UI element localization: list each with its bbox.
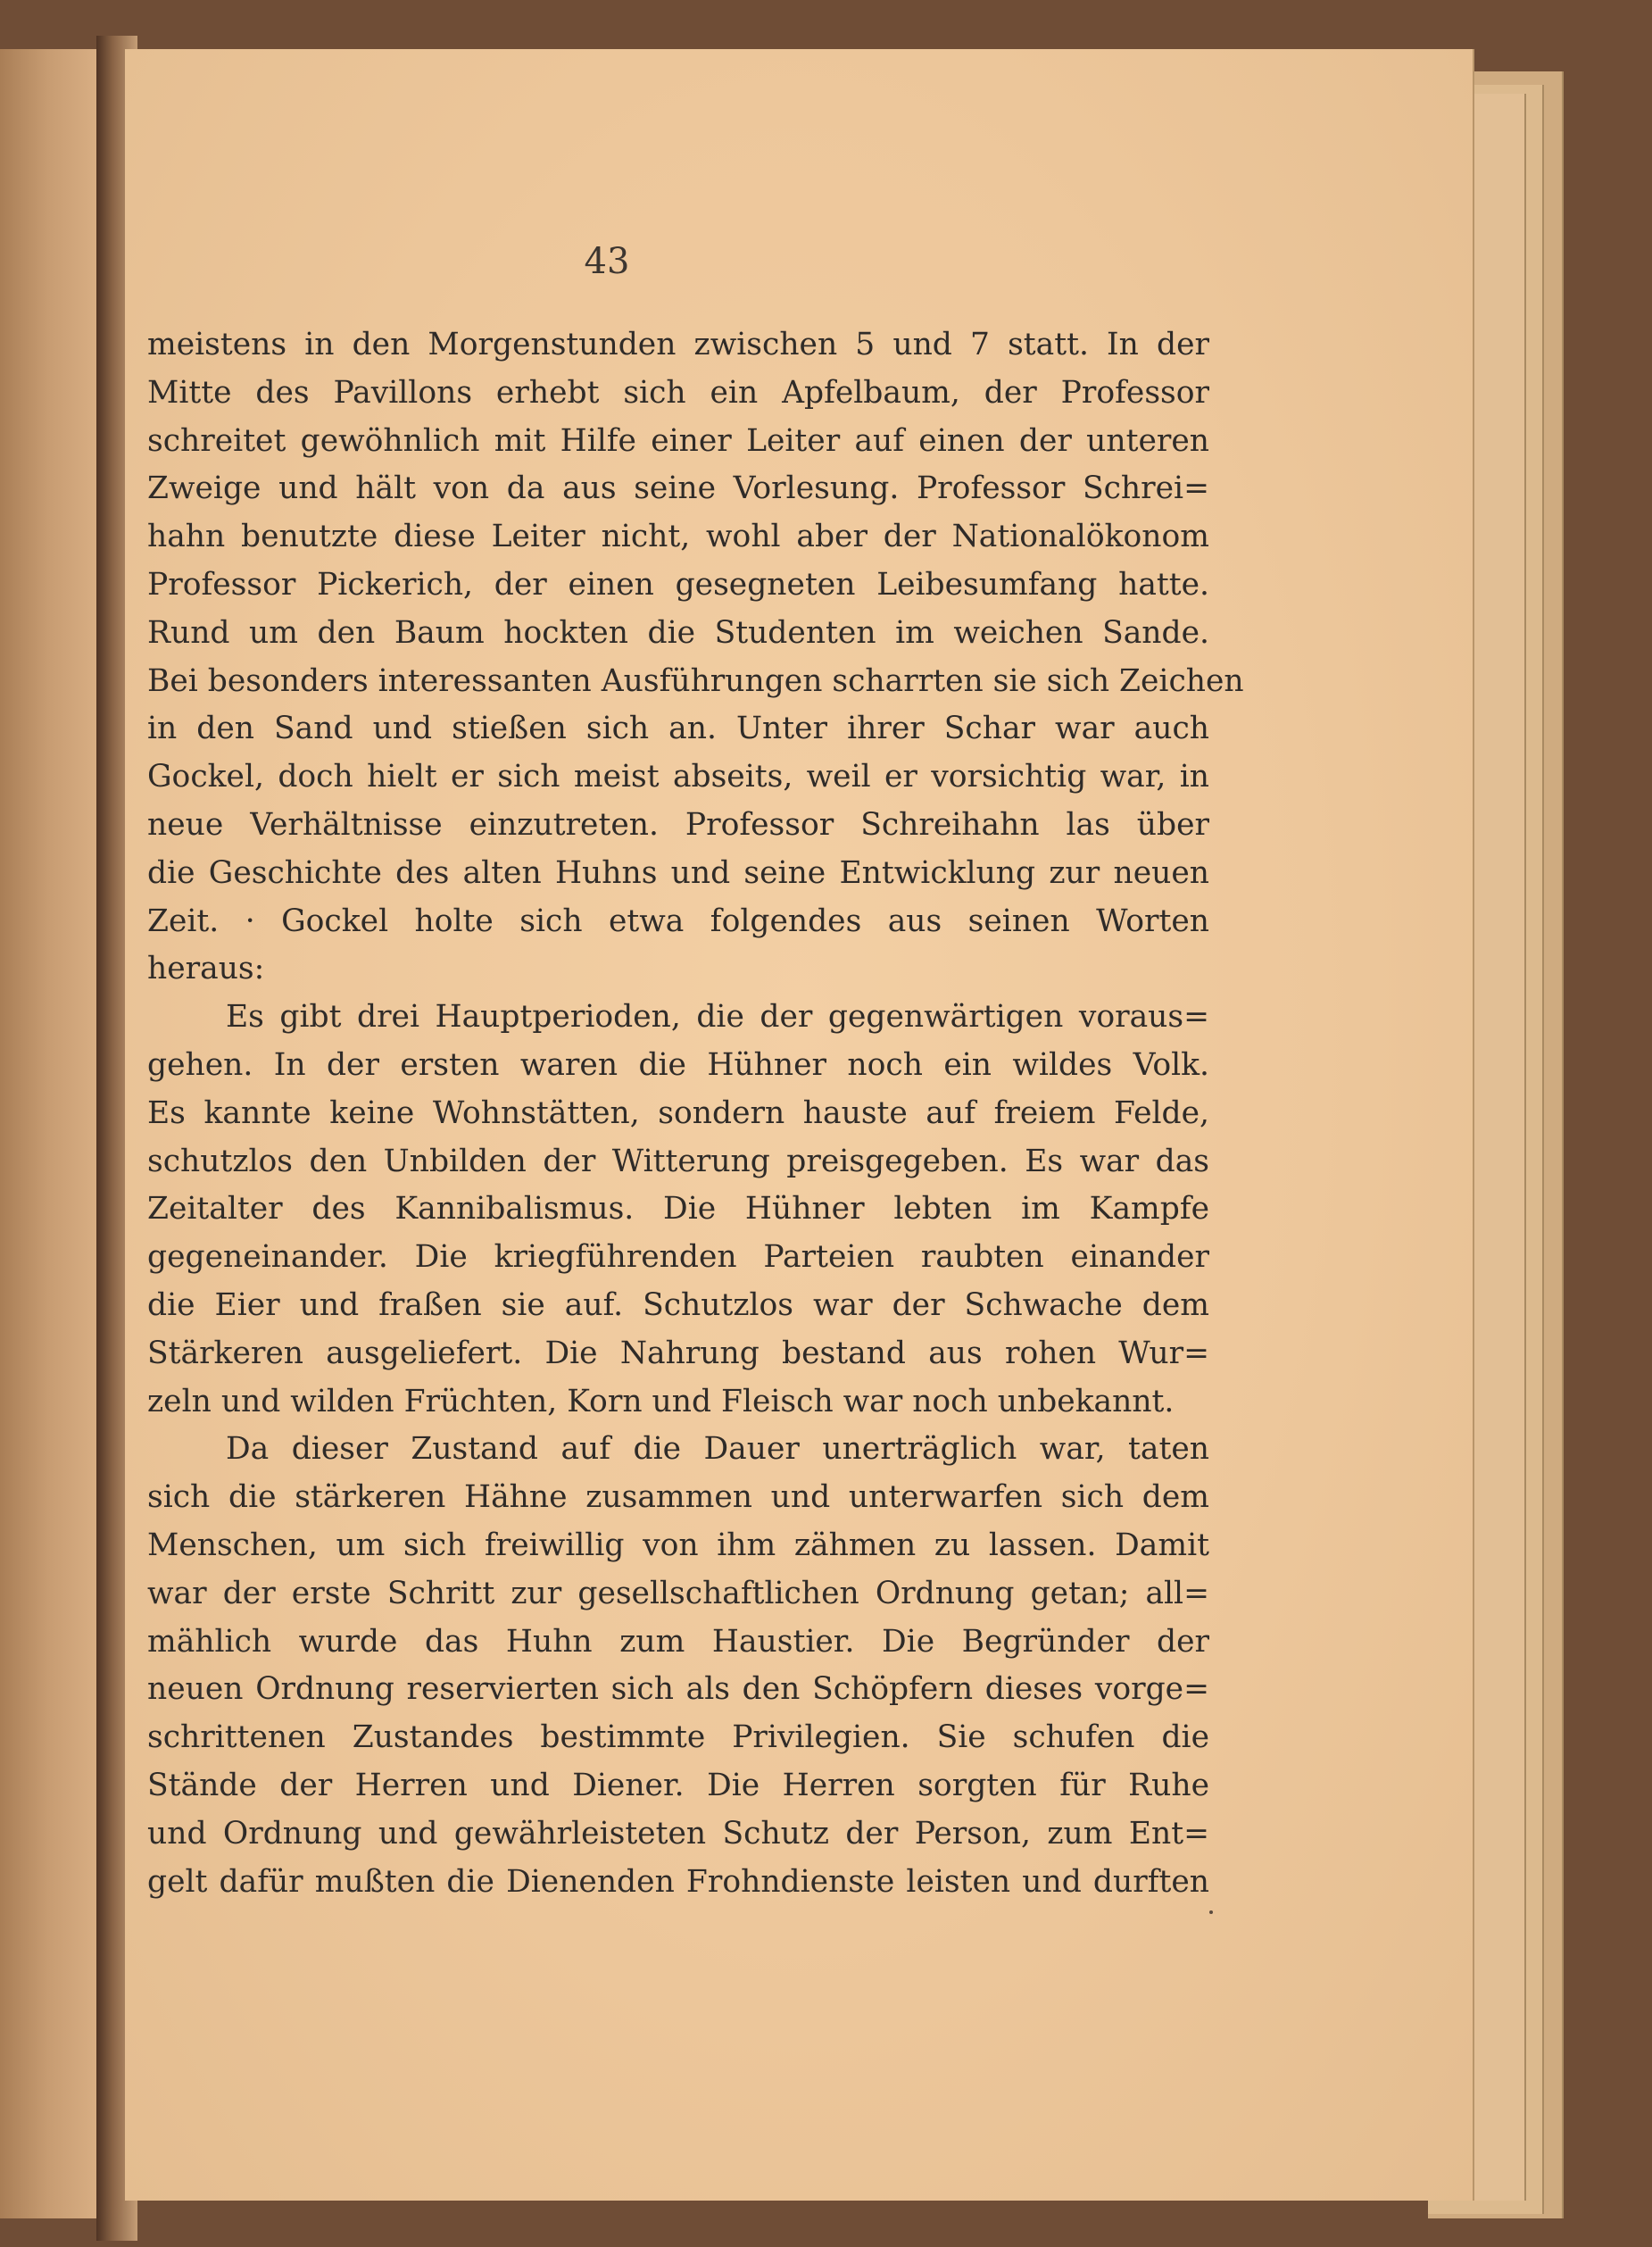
text-line: die Eier und fraßen sie auf. Schutzlos war der Schwache dem [147,1286,1209,1323]
text-line: Mitte des Pavillons erhebt sich ein Apfelbaum, der Professor [147,374,1209,411]
text-line: Rund um den Baum hockten die Studenten im weichen Sande. [147,614,1209,651]
text-line: war der erste Schritt zur gesellschaftlichen Ordnung getan; all= [147,1575,1209,1611]
text-line: sich die stärkeren Hähne zusammen und unterwarfen sich dem [147,1479,1209,1516]
text-line: Zweige und hält von da aus seine Vorlesung. Professor Schrei= [147,470,1209,507]
text-line: Menschen, um sich freiwillig von ihm zähmen zu lassen. Damit [147,1527,1209,1563]
text-line: die Geschichte des alten Huhns und seine Entwicklung zur neuen [147,854,1209,891]
text-line: Gockel, doch hielt er sich meist abseits, weil er vorsichtig war, in [147,759,1209,795]
paper-speck [1209,1910,1213,1914]
text-line: Zeit. · Gockel holte sich etwa folgendes aus seinen Worten [147,903,1209,939]
text-line: und Ordnung und gewährleisteten Schutz der Person, zum Ent= [147,1815,1209,1852]
text-line: neue Verhältnisse einzutreten. Professor Schreihahn las über [147,806,1209,843]
text-line: Professor Pickerich, der einen gesegneten Leibesumfang hatte. [147,566,1209,603]
text-line: Bei besonders interessanten Ausführungen scharrten sie sich Zeichen [147,662,1244,699]
text-line: gegeneinander. Die kriegführenden Parteien raubten einander [147,1239,1209,1276]
body-text [147,321,1244,1906]
text-line: Da dieser Zustand auf die Dauer unerträglich war, taten [226,1431,1209,1468]
text-line: meistens in den Morgenstunden zwischen 5 und 7 statt. In der [147,327,1209,362]
text-line: hahn benutzte diese Leiter nicht, wohl aber der Nationalökonom [147,519,1209,555]
text-line: Stände der Herren und Diener. Die Herren sorgten für Ruhe [147,1767,1209,1803]
text-line: schutzlos den Unbilden der Witterung preisgegeben. Es war das [147,1143,1209,1179]
text-line: zeln und wilden Früchten, Korn und Fleisch war noch unbekannt. [147,1383,1175,1419]
text-line: schreitet gewöhnlich mit Hilfe einer Leiter auf einen der unteren [147,422,1209,459]
text-line: gehen. In der ersten waren die Hühner noch ein wildes Volk. [147,1046,1209,1083]
text-line: heraus: [147,951,265,987]
text-line: Stärkeren ausgeliefert. Die Nahrung bestand aus rohen Wur= [147,1335,1209,1371]
text-line: mählich wurde das Huhn zum Haustier. Die Begründer der [147,1623,1209,1660]
text-line: schrittenen Zustandes bestimmte Privilegien. Sie schufen die [147,1719,1209,1756]
text-line: Es gibt drei Hauptperioden, die der gegenwärtigen voraus= [226,999,1209,1036]
text-line: in den Sand und stießen sich an. Unter ihrer Schar war auch [147,711,1209,747]
text-line: Zeitalter des Kannibalismus. Die Hühner lebten im Kampfe [147,1191,1209,1228]
text-line: neuen Ordnung reservierten sich als den Schöpfern dieses vorge= [147,1671,1209,1708]
text-line: Es kannte keine Wohnstätten, sondern hauste auf freiem Felde, [147,1094,1209,1131]
text-line: gelt dafür mußten die Dienenden Frohndienste leisten und durften [147,1863,1209,1900]
book-page [125,49,1474,2201]
page-number: 43 [584,241,630,282]
previous-page-edge [0,49,107,2218]
